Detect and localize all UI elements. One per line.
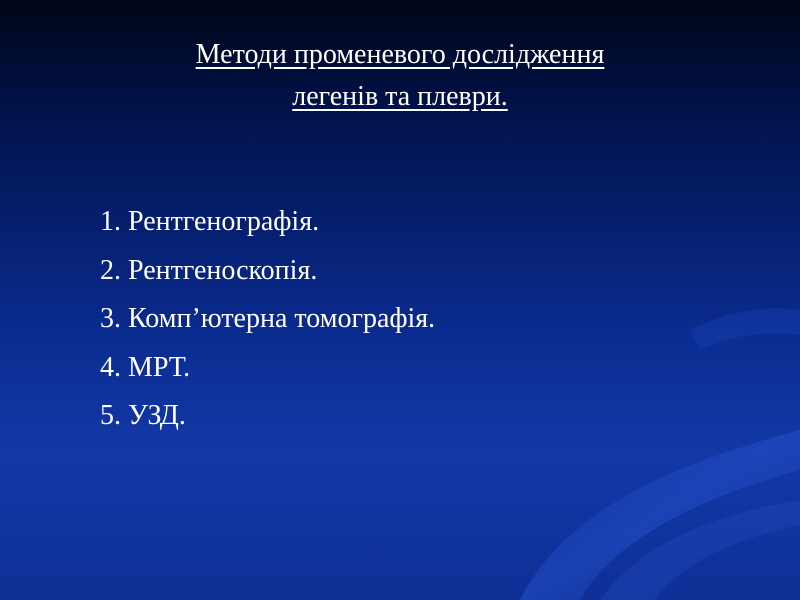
list-item: 5. УЗД. bbox=[100, 400, 186, 431]
list-item: 1. Рентгенографія. bbox=[100, 206, 320, 237]
list-item: 3. Комп’ютерна томографія. bbox=[100, 303, 436, 334]
list-item: 4. МРТ. bbox=[100, 351, 191, 383]
list-item: 2. Рентгеноскопія. bbox=[100, 254, 318, 286]
slide-title bbox=[0, 34, 800, 118]
title-line-2: легенів та плеври. bbox=[292, 81, 508, 112]
methods-list bbox=[100, 198, 435, 441]
title-line-1: Методи променевого дослідження bbox=[195, 39, 605, 70]
